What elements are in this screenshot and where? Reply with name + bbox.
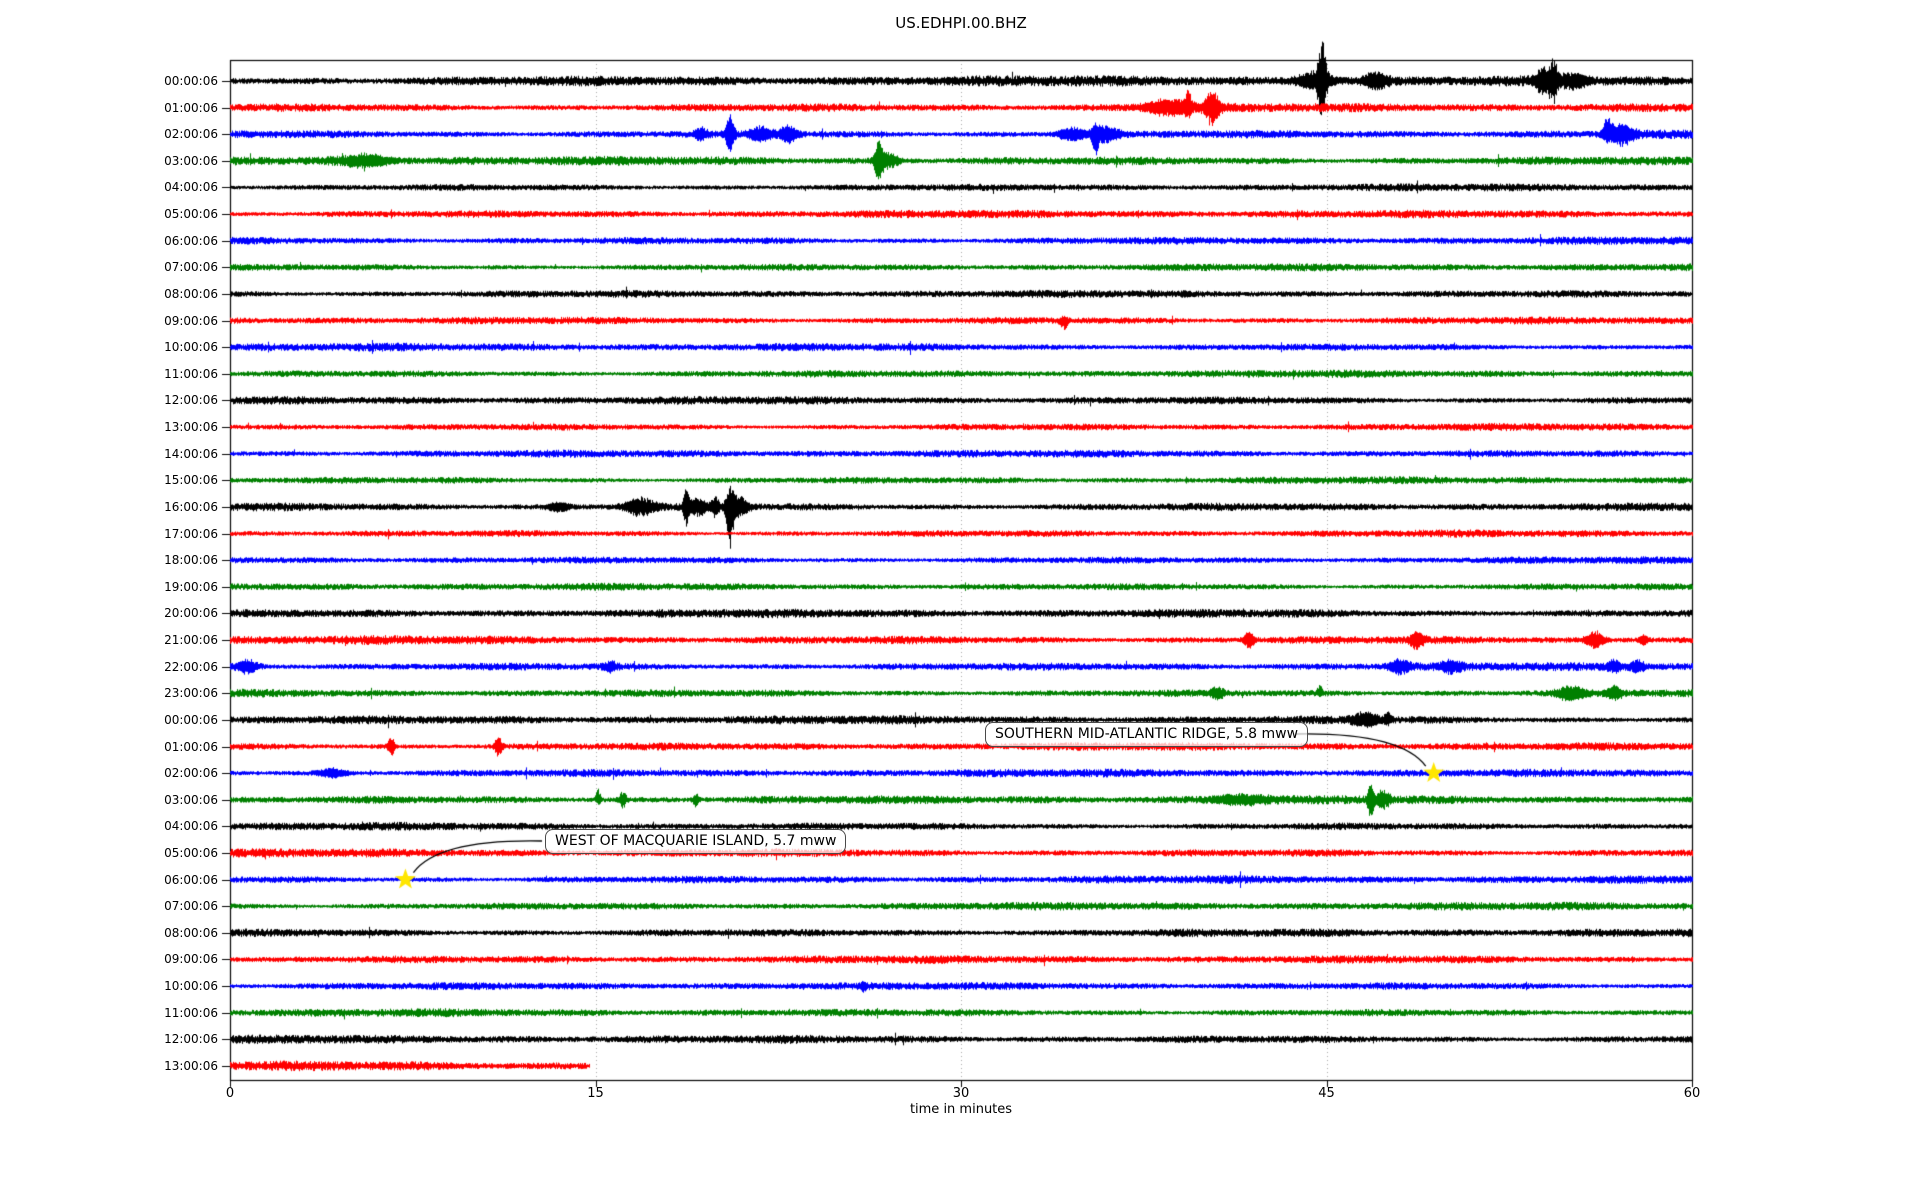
x-axis-tick-label: 60: [1683, 1086, 1701, 1101]
y-axis-label: 06:00:06: [164, 233, 218, 248]
y-axis-label: 01:00:06: [164, 739, 218, 754]
x-axis-tick-label: 15: [587, 1086, 604, 1101]
y-axis-label: 05:00:06: [164, 845, 218, 860]
event-annotation-southern-mid-atlantic-ridge: SOUTHERN MID-ATLANTIC RIDGE, 5.8 mww: [985, 722, 1308, 747]
y-axis-label: 04:00:06: [164, 180, 218, 195]
y-axis-label: 17:00:06: [164, 526, 218, 541]
y-axis-label: 15:00:06: [164, 473, 218, 488]
y-axis-label: 07:00:06: [164, 899, 218, 914]
y-axis-label: 14:00:06: [164, 446, 218, 461]
y-axis-label: 19:00:06: [164, 579, 218, 594]
x-axis-tick-label: 45: [1318, 1086, 1335, 1101]
y-axis-label: 11:00:06: [164, 1005, 218, 1020]
y-axis-label: 16:00:06: [164, 499, 218, 514]
y-axis-label: 12:00:06: [164, 393, 218, 408]
y-axis-label: 13:00:06: [164, 1058, 218, 1073]
y-axis-label: 22:00:06: [164, 659, 218, 674]
y-axis-label: 12:00:06: [164, 1032, 218, 1047]
y-axis-label: 21:00:06: [164, 633, 218, 648]
x-axis-tick-label: 0: [225, 1086, 235, 1101]
y-axis-label: 08:00:06: [164, 925, 218, 940]
y-axis-label: 00:00:06: [164, 74, 218, 88]
y-axis-label: 02:00:06: [164, 766, 218, 781]
y-axis-label: 08:00:06: [164, 286, 218, 301]
y-axis-label: 05:00:06: [164, 207, 218, 222]
y-axis-label: 10:00:06: [164, 979, 218, 994]
y-axis-label: 07:00:06: [164, 260, 218, 275]
y-axis-label: 18:00:06: [164, 553, 218, 568]
y-axis-label: 13:00:06: [164, 420, 218, 435]
y-axis-label: 20:00:06: [164, 606, 218, 621]
y-axis-label: 01:00:06: [164, 100, 218, 115]
y-axis-label: 10:00:06: [164, 340, 218, 355]
y-axis-label: 00:00:06: [164, 712, 218, 727]
y-axis-label: 02:00:06: [164, 127, 218, 142]
x-axis-tick-label: 30: [952, 1086, 970, 1101]
y-axis-label: 04:00:06: [164, 819, 218, 834]
y-axis-label: 11:00:06: [164, 366, 218, 381]
y-axis-label: 23:00:06: [164, 686, 218, 701]
y-axis-label: 09:00:06: [164, 313, 218, 328]
y-axis-label: 06:00:06: [164, 872, 218, 887]
x-axis-title: time in minutes: [909, 1102, 1013, 1117]
y-axis-label: 03:00:06: [164, 792, 218, 807]
event-annotation-west-of-macquarie-island: WEST OF MACQUARIE ISLAND, 5.7 mww: [545, 829, 846, 854]
y-axis-label: 03:00:06: [164, 153, 218, 168]
y-axis-label: 09:00:06: [164, 952, 218, 967]
plot-title: US.EDHPI.00.BHZ: [895, 14, 1027, 32]
